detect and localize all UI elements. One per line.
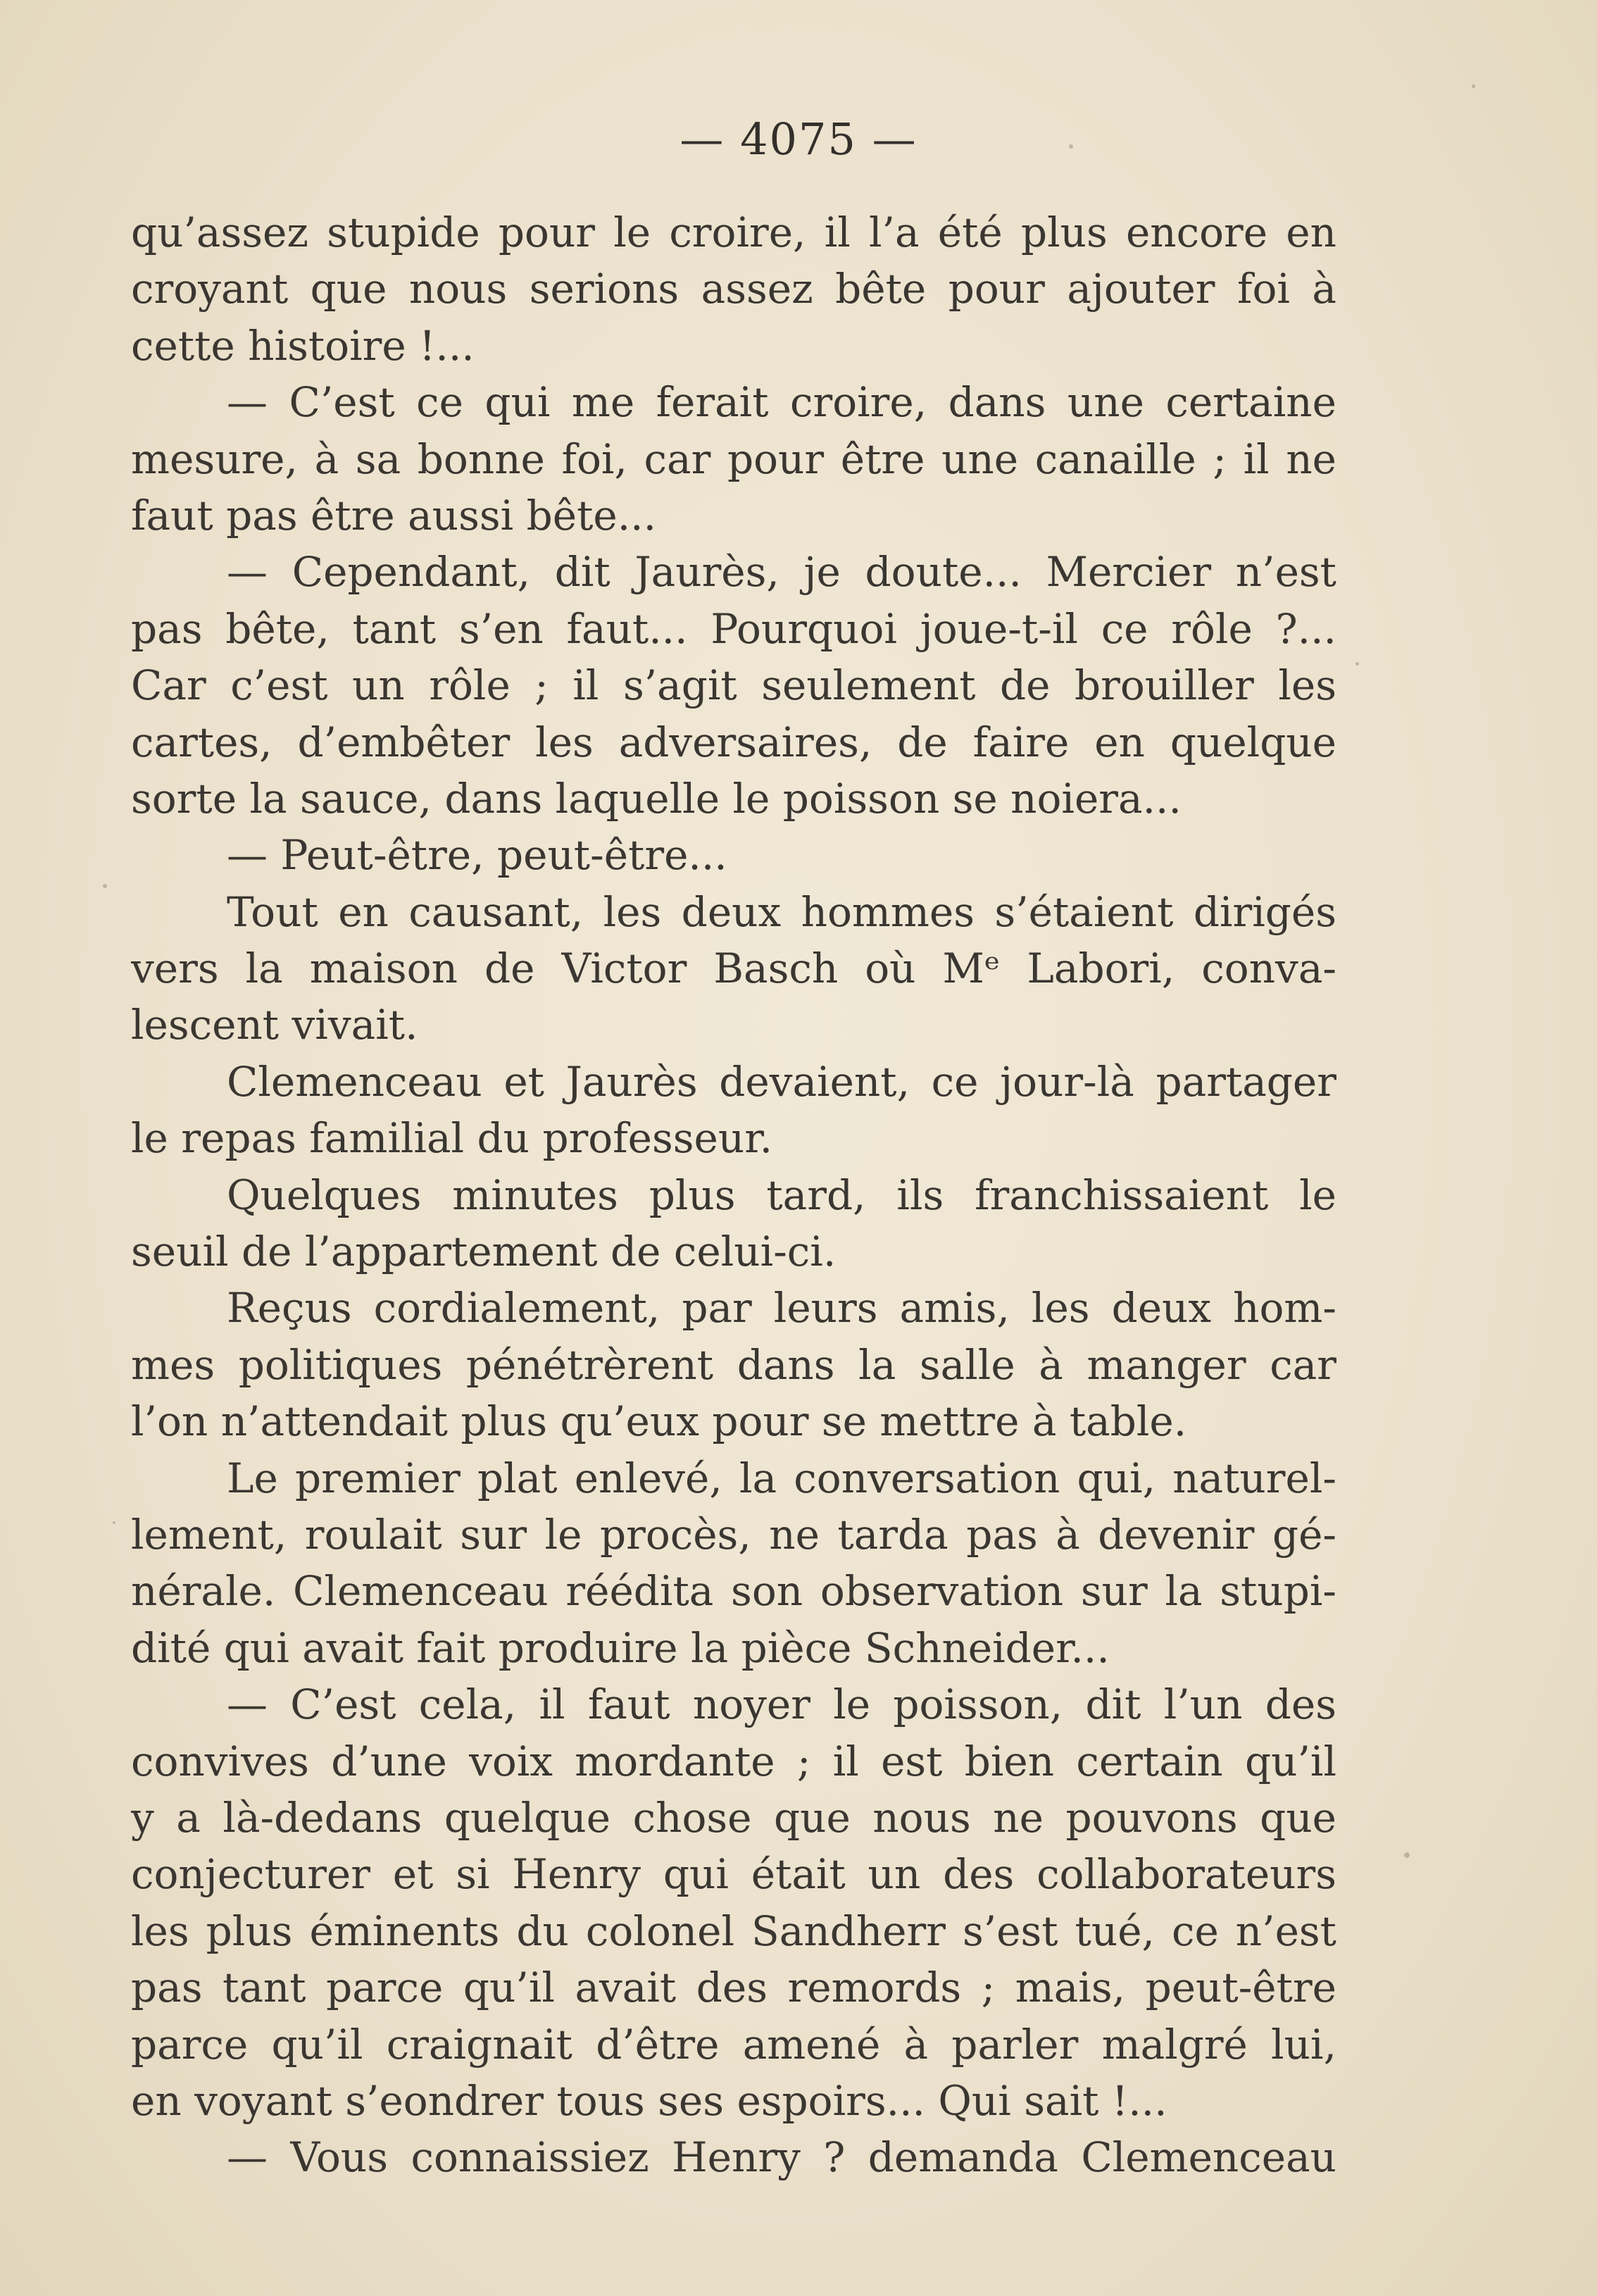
body-text [131,204,1336,2186]
text-line: l’on n’attendait plus qu’eux pour se mettre à table. [131,1397,1187,1446]
text-line: les plus éminents du colonel Sandherr s’est tué, ce n’est [131,1907,1336,1955]
text-line: mesure, à sa bonne foi, car pour être une canaille ; il ne [131,435,1336,483]
text-line: Le premier plat enlevé, la conversation qui, naturel- [227,1454,1336,1502]
text-line: pas tant parce qu’il avait des remords ; mais, peut-être [131,1964,1336,2012]
text-line: vers la maison de Victor Basch où Mᵉ Labori, conva- [131,944,1336,993]
text-line: — Cependant, dit Jaurès, je doute... Mercier n’est [227,548,1336,597]
text-line: seuil de l’appartement de celui-ci. [131,1228,837,1276]
text-line: dité qui avait fait produire la pièce Schneider... [131,1623,1110,1672]
text-line: — C’est ce qui me ferait croire, dans une certaine [227,378,1336,427]
text-line: qu’assez stupide pour le croire, il l’a été plus encore en [131,208,1336,256]
text-line: parce qu’il craignait d’être amené à parler malgré lui, [131,2020,1336,2069]
text-line: y a là-dedans quelque chose que nous ne pouvons que [131,1793,1336,1842]
paper-speck [1404,1852,1410,1858]
text-line: Quelques minutes plus tard, ils franchissaient le [227,1171,1336,1219]
text-line: pas bête, tant s’en faut... Pourquoi joue-t-il ce rôle ?... [131,604,1336,653]
paper-speck [113,1521,115,1524]
text-line: lescent vivait. [131,1001,418,1049]
text-line: le repas familial du professeur. [131,1114,773,1163]
text-line: conjecturer et si Henry qui était un des collaborateurs [131,1850,1336,1899]
text-line: croyant que nous serions assez bête pour ajouter foi à [131,265,1336,313]
text-line: Tout en causant, les deux hommes s’étaient dirigés [227,887,1336,936]
text-line: cette histoire !... [131,321,475,370]
text-line: lement, roulait sur le procès, ne tarda pas à devenir gé- [131,1510,1336,1559]
text-line: Car c’est un rôle ; il s’agit seulement de brouiller les [131,661,1336,710]
paper-speck [1472,85,1475,88]
text-line: — Peut-être, peut-être... [227,831,727,880]
text-line: faut pas être aussi bête... [131,491,657,539]
text-line: Clemenceau et Jaurès devaient, ce jour-là partager [227,1057,1336,1106]
text-line: mes politiques pénétrèrent dans la salle à manger car [131,1340,1336,1389]
paper-speck [1069,144,1073,149]
page-number: — 4075 — [679,113,918,165]
text-line: — Vous connaissiez Henry ? demanda Clemenceau [227,2133,1336,2182]
text-line: cartes, d’embêter les adversaires, de faire en quelque [131,718,1336,766]
paper-speck [1355,662,1359,666]
text-line: convives d’une voix mordante ; il est bien certain qu’il [131,1737,1336,1785]
text-line: sorte la sauce, dans laquelle le poisson se noiera... [131,774,1182,823]
paper-speck [103,884,107,888]
text-line: Reçus cordialement, par leurs amis, les deux hom- [227,1284,1336,1333]
text-line: — C’est cela, il faut noyer le poisson, dit l’un des [227,1680,1336,1729]
text-line: en voyant s’eondrer tous ses espoirs... Qui sait !... [131,2076,1167,2125]
text-line: nérale. Clemenceau réédita son observation sur la stupi- [131,1567,1336,1616]
